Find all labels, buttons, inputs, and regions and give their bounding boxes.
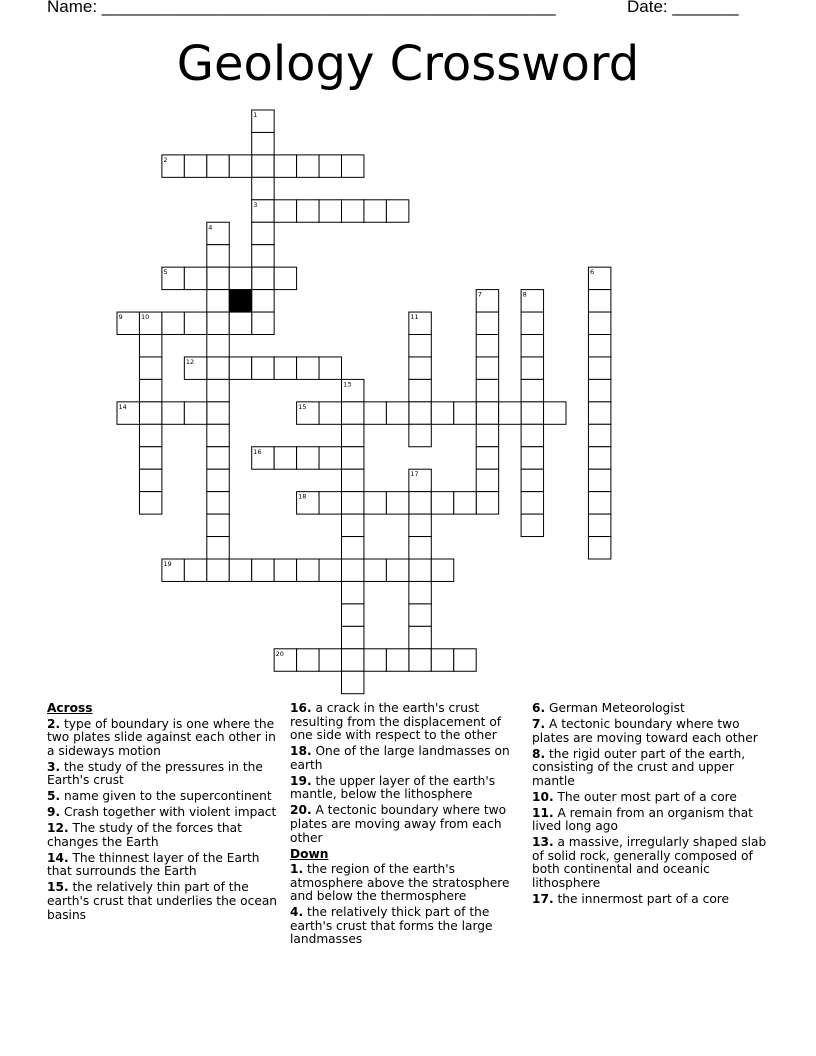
grid-cell[interactable]	[409, 649, 431, 671]
grid-cell[interactable]	[544, 402, 566, 424]
grid-cell[interactable]	[252, 559, 274, 581]
grid-cell[interactable]	[139, 469, 161, 491]
cell-number-15: 15	[298, 402, 307, 411]
grid-cell[interactable]	[364, 559, 386, 581]
grid-cell[interactable]	[207, 537, 229, 559]
grid-cell[interactable]	[431, 402, 453, 424]
clue-number: 7.	[532, 716, 546, 731]
clue-number: 19.	[290, 773, 312, 788]
grid-cell[interactable]	[139, 492, 161, 514]
grid-cell[interactable]	[521, 514, 543, 536]
grid-cell[interactable]	[342, 492, 364, 514]
clue-down-17	[532, 893, 772, 907]
grid-cell[interactable]	[184, 155, 206, 177]
grid-cell[interactable]	[207, 312, 229, 334]
grid-cell[interactable]	[207, 245, 229, 267]
grid-cell[interactable]	[386, 559, 408, 581]
grid-cell[interactable]	[229, 267, 251, 289]
clue-number: 15.	[47, 880, 69, 895]
clue-down-1	[290, 863, 526, 904]
clue-number: 20.	[290, 803, 312, 818]
cell-number-2: 2	[163, 155, 168, 164]
grid-cell[interactable]	[521, 402, 543, 424]
grid-cell[interactable]	[476, 379, 498, 401]
grid-cell[interactable]	[342, 155, 364, 177]
grid-cell[interactable]	[386, 402, 408, 424]
grid-cell[interactable]	[252, 132, 274, 154]
cell-number-4: 4	[208, 223, 213, 232]
grid-cell[interactable]	[499, 402, 521, 424]
clue-number: 11.	[532, 805, 554, 820]
cell-number-20: 20	[275, 649, 284, 658]
grid-cell[interactable]	[207, 424, 229, 446]
clue-text: a massive, irregularly shaped slab of solid rock, generally composed of both continental and oceanic lithosphere	[532, 835, 767, 891]
grid-cell[interactable]	[409, 357, 431, 379]
grid-cell[interactable]	[521, 469, 543, 491]
grid-cell[interactable]	[297, 200, 319, 222]
grid-cell[interactable]	[184, 402, 206, 424]
grid-cell[interactable]	[386, 492, 408, 514]
grid-cell[interactable]	[207, 469, 229, 491]
grid-cell[interactable]	[409, 559, 431, 581]
clue-text: the study of the pressures in the Earth's crust	[47, 759, 263, 788]
grid-cell[interactable]	[588, 469, 610, 491]
grid-cell[interactable]	[342, 559, 364, 581]
clue-number: 9.	[47, 805, 61, 820]
clue-column-2	[290, 702, 526, 949]
grid-cell[interactable]	[342, 671, 364, 693]
grid-cell[interactable]	[297, 447, 319, 469]
grid-cell[interactable]	[207, 335, 229, 357]
grid-cell[interactable]	[588, 312, 610, 334]
grid-cell[interactable]	[139, 357, 161, 379]
cell-number-8: 8	[522, 290, 527, 299]
page-title: Geology Crossword	[176, 36, 640, 92]
clue-text: The thinnest layer of the Earth that surrounds the Earth	[47, 850, 260, 879]
clue-across-15	[47, 881, 283, 922]
grid-cell[interactable]	[454, 402, 476, 424]
grid-cell[interactable]	[252, 357, 274, 379]
grid-cell[interactable]	[454, 649, 476, 671]
cell-number-18: 18	[298, 492, 307, 501]
clue-across-18	[290, 745, 526, 772]
date-line: Date: _______	[627, 0, 739, 16]
grid-cell[interactable]	[319, 357, 341, 379]
grid-cell[interactable]	[252, 245, 274, 267]
grid-cell[interactable]	[476, 492, 498, 514]
grid-cell[interactable]	[297, 155, 319, 177]
grid-cell[interactable]	[431, 492, 453, 514]
clue-text: Crash together with violent impact	[64, 805, 277, 820]
grid-cell[interactable]	[184, 312, 206, 334]
clue-number: 17.	[532, 892, 554, 907]
grid-cell[interactable]	[409, 492, 431, 514]
grid-cell[interactable]	[409, 424, 431, 446]
grid-cell[interactable]	[588, 402, 610, 424]
grid-cell[interactable]	[207, 379, 229, 401]
clue-number: 16.	[290, 701, 312, 715]
grid-cell[interactable]	[342, 649, 364, 671]
cell-number-1: 1	[253, 111, 258, 119]
grid-cell[interactable]	[588, 537, 610, 559]
cell-number-16: 16	[253, 447, 262, 456]
grid-cell[interactable]	[431, 649, 453, 671]
grid-cell[interactable]	[207, 357, 229, 379]
grid-cell[interactable]	[409, 379, 431, 401]
grid-cell[interactable]	[476, 402, 498, 424]
grid-cell[interactable]	[476, 447, 498, 469]
grid-cell[interactable]	[588, 492, 610, 514]
grid-cell[interactable]	[139, 447, 161, 469]
clue-number: 2.	[47, 716, 61, 731]
clue-text: the innermost part of a core	[557, 892, 730, 907]
down-heading: Down	[290, 846, 329, 861]
grid-cell[interactable]	[409, 604, 431, 626]
clue-text: One of the large landmasses on earth	[290, 744, 510, 772]
grid-cell[interactable]	[342, 604, 364, 626]
clue-text: A tectonic boundary where two plates are moving toward each other	[532, 716, 758, 745]
clue-text: type of boundary is one where the two plates slide against each other in a sideways motion	[47, 716, 276, 758]
grid-cell[interactable]	[342, 200, 364, 222]
grid-cell[interactable]	[588, 335, 610, 357]
grid-cell[interactable]	[476, 357, 498, 379]
clue-text: The outer most part of a core	[557, 789, 737, 804]
clue-down-8	[532, 748, 772, 789]
grid-cell[interactable]	[521, 492, 543, 514]
grid-cell[interactable]	[342, 424, 364, 446]
grid-cell[interactable]	[588, 424, 610, 446]
grid-cell[interactable]	[364, 649, 386, 671]
grid-cell[interactable]	[207, 492, 229, 514]
clue-text: German Meteorologist	[549, 701, 685, 715]
clue-across-14	[47, 852, 283, 879]
grid-cell[interactable]	[252, 290, 274, 312]
grid-cell[interactable]	[139, 402, 161, 424]
clue-across-20	[290, 804, 526, 845]
clue-across-5	[47, 790, 283, 804]
grid-cell[interactable]	[162, 402, 184, 424]
grid-cell[interactable]	[588, 447, 610, 469]
grid-cell[interactable]	[409, 514, 431, 536]
across-heading: Across	[47, 701, 93, 715]
grid-cell[interactable]	[319, 492, 341, 514]
grid-cell[interactable]	[319, 649, 341, 671]
grid-cell[interactable]	[252, 177, 274, 199]
grid-cell[interactable]	[409, 581, 431, 603]
clue-text: A tectonic boundary where two plates are moving away from each other	[290, 803, 507, 845]
clue-text: the relatively thin part of the earth's crust that underlies the ocean basins	[47, 880, 278, 922]
grid-cell[interactable]	[207, 267, 229, 289]
grid-cell[interactable]	[319, 200, 341, 222]
cell-number-3: 3	[253, 200, 258, 209]
grid-cell[interactable]	[521, 335, 543, 357]
grid-cell[interactable]	[229, 559, 251, 581]
grid-cell[interactable]	[252, 312, 274, 334]
grid-cell[interactable]	[274, 267, 296, 289]
grid-cell[interactable]	[252, 155, 274, 177]
grid-cell[interactable]	[207, 290, 229, 312]
cell-number-17: 17	[410, 470, 419, 479]
grid-cell[interactable]	[319, 155, 341, 177]
grid-cell[interactable]	[207, 402, 229, 424]
cell-number-14: 14	[118, 402, 127, 411]
blocked-cell	[229, 290, 251, 312]
clue-down-11	[532, 807, 772, 834]
grid-cell[interactable]	[521, 357, 543, 379]
grid-cell[interactable]	[207, 447, 229, 469]
clue-number: 10.	[532, 789, 554, 804]
grid-cell[interactable]	[229, 312, 251, 334]
grid-cell[interactable]	[319, 402, 341, 424]
cell-number-9: 9	[118, 313, 123, 322]
clue-down-10	[532, 791, 772, 805]
clue-number: 13.	[532, 835, 554, 850]
clue-text: the region of the earth's atmosphere above the stratosphere and below the thermosphere	[290, 862, 510, 904]
grid-cell[interactable]	[521, 447, 543, 469]
grid-cell[interactable]	[207, 155, 229, 177]
grid-cell[interactable]	[476, 312, 498, 334]
grid-cell[interactable]	[521, 312, 543, 334]
grid-cell[interactable]	[409, 537, 431, 559]
clue-text: a crack in the earth's crust resulting from the displacement of one side with respect to the other	[290, 701, 502, 743]
grid-cell[interactable]	[409, 626, 431, 648]
clue-number: 18.	[290, 744, 312, 759]
clue-text: A remain from an organism that lived long ago	[532, 805, 753, 834]
clue-down-7	[532, 718, 772, 745]
grid-cell[interactable]	[184, 559, 206, 581]
clue-number: 8.	[532, 746, 546, 761]
clue-across-12	[47, 822, 283, 849]
grid-cell[interactable]	[319, 447, 341, 469]
grid-cell[interactable]	[252, 267, 274, 289]
clue-down-6	[532, 702, 772, 716]
clue-number: 1.	[290, 862, 304, 877]
clue-across-2	[47, 718, 283, 759]
clue-across-19	[290, 775, 526, 802]
grid-cell[interactable]	[342, 447, 364, 469]
grid-cell[interactable]	[207, 514, 229, 536]
cell-number-10: 10	[140, 313, 150, 322]
grid-cell[interactable]	[274, 357, 296, 379]
clue-text: name given to the supercontinent	[64, 789, 272, 804]
grid-cell[interactable]	[342, 537, 364, 559]
clue-across-3	[47, 761, 283, 788]
clue-across-16	[290, 702, 526, 743]
cell-number-19: 19	[163, 560, 172, 568]
grid-cell[interactable]	[588, 290, 610, 312]
cell-number-5: 5	[163, 268, 168, 277]
grid-cell[interactable]	[386, 200, 408, 222]
grid-cell[interactable]	[476, 424, 498, 446]
name-line: Name: ________________________________________________	[47, 0, 556, 16]
cell-number-11: 11	[410, 313, 419, 322]
grid-cell[interactable]	[454, 492, 476, 514]
cell-number-12: 12	[185, 357, 195, 366]
grid-cell[interactable]	[386, 649, 408, 671]
grid-cell[interactable]	[521, 379, 543, 401]
grid-cell[interactable]	[588, 514, 610, 536]
grid-cell[interactable]	[588, 379, 610, 401]
grid-cell[interactable]	[364, 492, 386, 514]
grid-cell[interactable]	[139, 379, 161, 401]
grid-cell[interactable]	[274, 447, 296, 469]
grid-cell[interactable]	[297, 559, 319, 581]
grid-cell[interactable]	[139, 424, 161, 446]
clue-text: the relatively thick part of the earth's crust that forms the large landmasses	[290, 905, 493, 947]
clue-text: the rigid outer part of the earth, consisting of the crust and upper mantle	[532, 746, 746, 788]
grid-cell[interactable]	[139, 335, 161, 357]
clue-number: 14.	[47, 850, 69, 865]
grid-cell[interactable]	[274, 155, 296, 177]
clue-across-9	[47, 806, 283, 820]
cell-number-6: 6	[589, 268, 595, 277]
grid-cell[interactable]	[409, 335, 431, 357]
grid-cell[interactable]	[297, 649, 319, 671]
grid-cell[interactable]	[521, 424, 543, 446]
grid-cell[interactable]	[207, 559, 229, 581]
grid-cell[interactable]	[342, 402, 364, 424]
cell-number-7: 7	[477, 290, 482, 299]
grid-cell[interactable]	[297, 357, 319, 379]
grid-cell[interactable]	[184, 267, 206, 289]
clue-down-4	[290, 906, 526, 947]
grid-cell[interactable]	[364, 402, 386, 424]
cell-number-13: 13	[343, 380, 352, 389]
grid-cell[interactable]	[431, 559, 453, 581]
clue-number: 6.	[532, 701, 546, 715]
grid-cell[interactable]	[342, 514, 364, 536]
clue-down-13	[532, 836, 772, 890]
grid-cell[interactable]	[588, 357, 610, 379]
grid-cell[interactable]	[364, 200, 386, 222]
grid-cell[interactable]	[409, 402, 431, 424]
grid-cell[interactable]	[229, 357, 251, 379]
grid-cell[interactable]	[476, 469, 498, 491]
clue-column-3	[532, 702, 772, 909]
grid-cell[interactable]	[342, 469, 364, 491]
grid-cell[interactable]	[342, 581, 364, 603]
grid-cell[interactable]	[229, 155, 251, 177]
grid-cell[interactable]	[274, 200, 296, 222]
grid-cell[interactable]	[342, 626, 364, 648]
grid-cell[interactable]	[252, 222, 274, 244]
clue-column-1	[47, 702, 283, 925]
clue-number: 3.	[47, 759, 61, 774]
clue-number: 5.	[47, 789, 61, 804]
grid-cell[interactable]	[162, 312, 184, 334]
clue-number: 4.	[290, 905, 304, 920]
clue-text: The study of the forces that changes the Earth	[47, 821, 242, 849]
grid-cell[interactable]	[319, 559, 341, 581]
clue-text: the upper layer of the earth's mantle, below the lithosphere	[290, 773, 496, 802]
grid-cell[interactable]	[476, 335, 498, 357]
clue-number: 12.	[47, 821, 69, 836]
grid-cell[interactable]	[274, 559, 296, 581]
